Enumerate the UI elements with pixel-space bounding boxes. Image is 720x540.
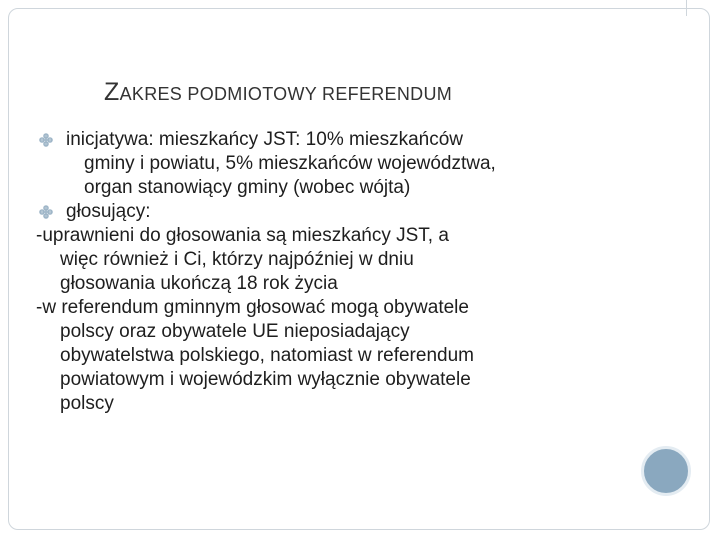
slide-title xyxy=(104,78,452,107)
content-body xyxy=(36,128,602,416)
top-divider xyxy=(686,0,687,16)
dash-text-cont: obywatelstwa polskiego, natomiast w referendum xyxy=(60,345,474,366)
dash-text-cont: więc również i Ci, którzy najpóźniej w dniu xyxy=(60,249,414,270)
dash-text: -w referendum gminnym głosować mogą obywatele xyxy=(36,297,469,318)
flower-bullet-icon xyxy=(38,204,54,220)
dash-text-cont: polscy oraz obywatele UE nieposiadający xyxy=(60,321,410,342)
dash-text-cont: powiatowym i wojewódzkim wyłącznie obywatele xyxy=(60,369,471,390)
decorative-circle xyxy=(641,446,691,496)
bullet-text-cont: gminy i powiatu, 5% mieszkańców województwa, xyxy=(84,153,496,174)
dash-item-municipal xyxy=(36,296,602,416)
bullet-item-initiative xyxy=(36,128,602,200)
dash-text-cont: polscy xyxy=(60,393,114,414)
flower-bullet-icon xyxy=(38,132,54,148)
title-rest: AKRES PODMIOTOWY REFERENDUM xyxy=(119,84,453,104)
title-capital: Z xyxy=(104,78,120,106)
dash-text-cont: głosowania ukończą 18 rok życia xyxy=(60,273,338,294)
bullet-text-cont: organ stanowiący gminy (wobec wójta) xyxy=(84,177,411,198)
dash-text: -uprawnieni do głosowania są mieszkańcy JST, a xyxy=(36,225,449,246)
bullet-text: inicjatywa: mieszkańcy JST: 10% mieszkańców xyxy=(66,129,464,150)
bullet-item-voters xyxy=(36,200,602,224)
dash-item-eligible xyxy=(36,224,602,296)
bullet-text: głosujący: xyxy=(66,201,151,222)
